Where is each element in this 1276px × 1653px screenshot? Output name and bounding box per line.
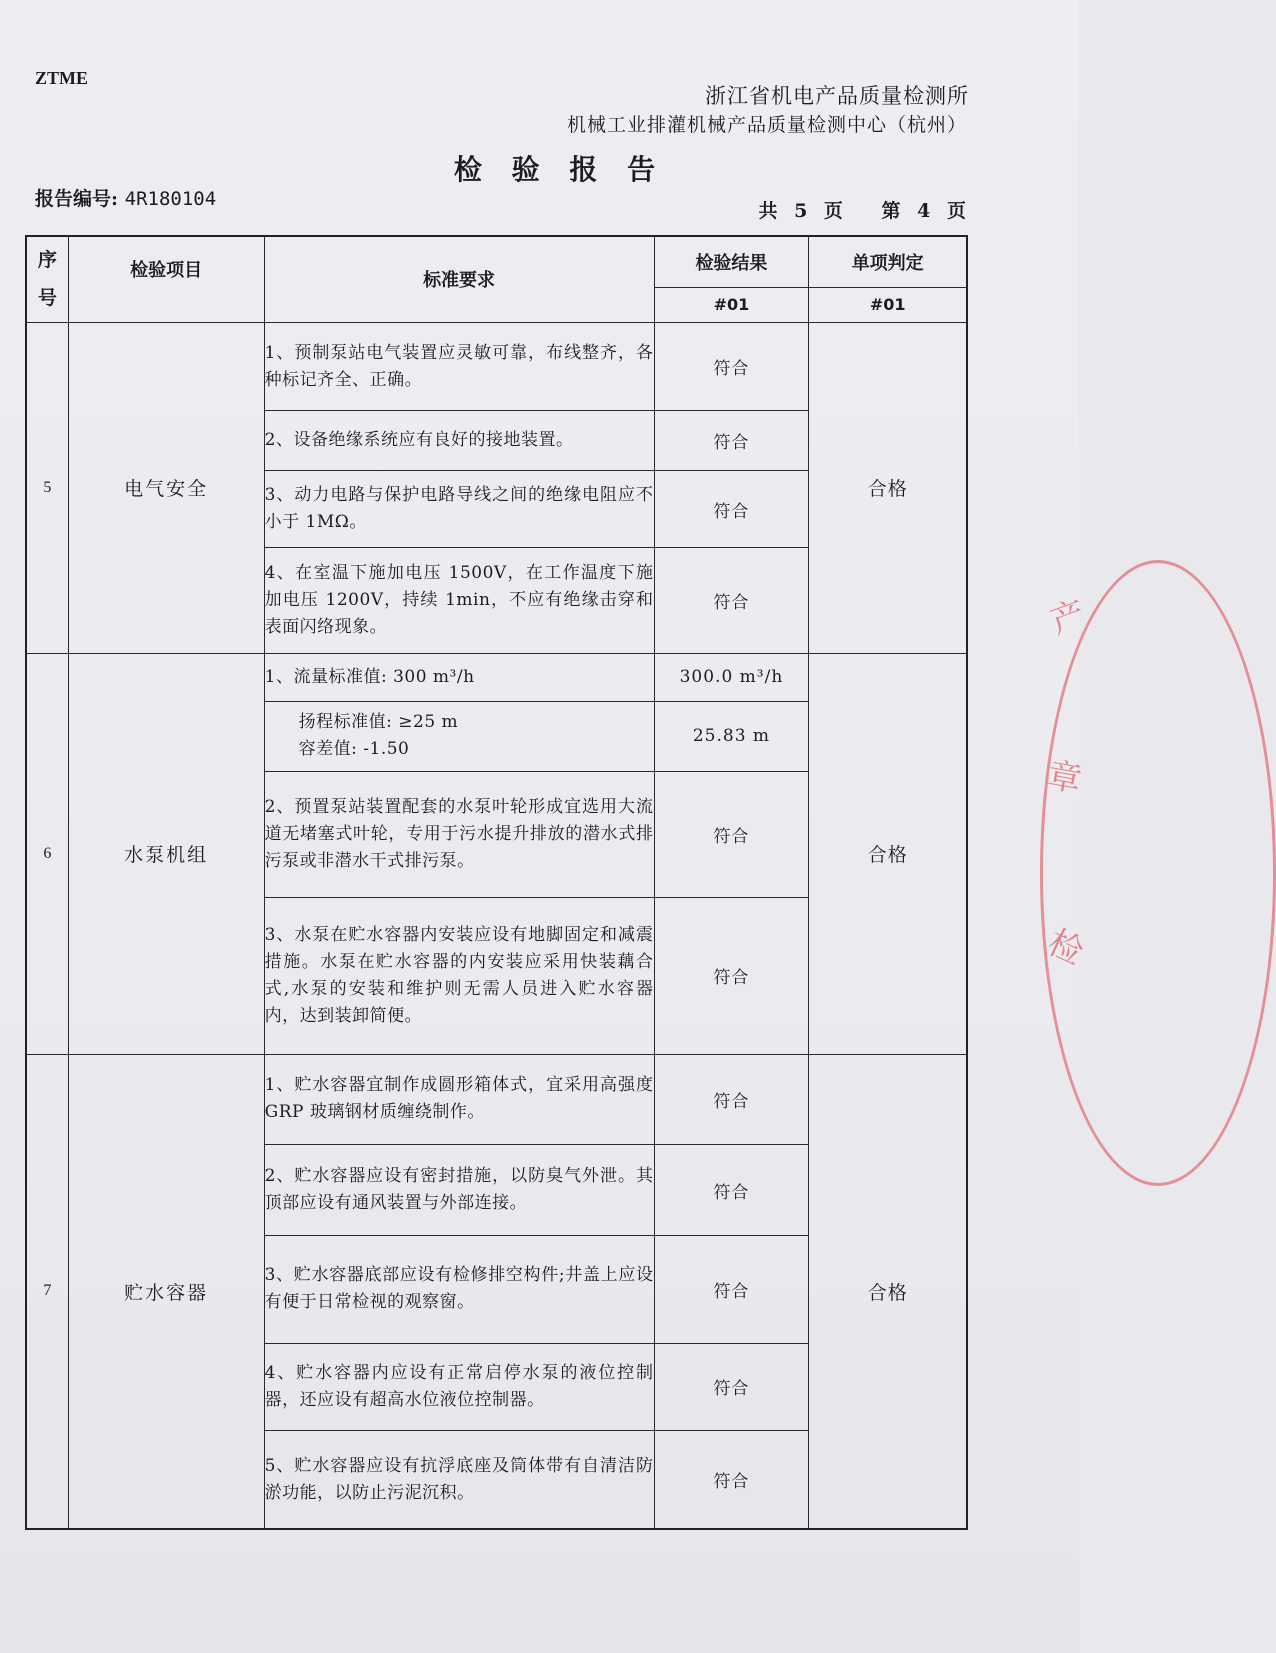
- standard-requirement: 4、贮水容器内应设有正常启停水泵的液位控制器，还应设有超高水位液位控制器。: [264, 1343, 654, 1431]
- group-seq: 6: [26, 654, 68, 1055]
- standard-requirement: 1、流量标准值: 300 m³/h: [264, 654, 654, 701]
- header-result: 检验结果: [654, 236, 809, 287]
- standard-requirement: 3、动力电路与保护电路导线之间的绝缘电阻应不小于 1MΩ。: [264, 471, 654, 547]
- group-verdict: 合格: [809, 654, 967, 1055]
- official-seal: [1040, 560, 1276, 1186]
- total-pages: 共 5 页: [758, 200, 843, 222]
- group-item: 水泵机组: [68, 654, 264, 1055]
- org-name-line2: 机械工业排灌机械产品质量检测中心（杭州）: [566, 114, 967, 136]
- standard-requirement: 2、设备绝缘系统应有良好的接地装置。: [264, 411, 654, 471]
- group-item: 贮水容器: [68, 1054, 264, 1529]
- header-seq: 序号: [26, 236, 68, 322]
- table-row: [26, 654, 967, 701]
- result-cell: 符合: [654, 411, 809, 471]
- result-cell: 符合: [654, 1236, 809, 1343]
- seal-text-fragment: 章: [1044, 755, 1085, 801]
- group-verdict: 合格: [809, 1054, 967, 1529]
- standard-requirement: 3、水泵在贮水容器内安装应设有地脚固定和减震措施。水泵在贮水容器的内安装应采用快装藕合式,水泵的安装和维护则无需人员进入贮水容器内，达到装卸简便。: [264, 897, 654, 1054]
- standard-requirement: 5、贮水容器应设有抗浮底座及筒体带有自清洁防淤功能，以防止污泥沉积。: [264, 1431, 654, 1529]
- table-row: [26, 322, 967, 411]
- result-cell: 符合: [654, 1343, 809, 1431]
- result-cell: 300.0 m³/h: [654, 654, 809, 701]
- header-standard: 标准要求: [264, 236, 654, 322]
- result-cell: 符合: [654, 1054, 809, 1145]
- header-item: 检验项目: [68, 236, 264, 322]
- header-result-sample: #01: [654, 287, 809, 322]
- page-count: [758, 196, 966, 223]
- standard-requirement: 1、贮水容器宜制作成圆形箱体式，宜采用高强度 GRP 玻璃钢材质缠绕制作。: [264, 1054, 654, 1145]
- seal-text-fragment: 检: [1041, 922, 1090, 973]
- result-cell: 符合: [654, 1145, 809, 1236]
- result-cell: 符合: [654, 771, 809, 897]
- result-cell: 符合: [654, 1431, 809, 1529]
- table-row: [26, 1054, 967, 1145]
- org-name-line1: 浙江省机电产品质量检测所: [705, 84, 969, 108]
- standard-requirement: 2、贮水容器应设有密封措施，以防臭气外泄。其顶部应设有通风装置与外部连接。: [264, 1145, 654, 1236]
- standard-requirement: [264, 701, 654, 771]
- standard-requirement: 2、预置泵站装置配套的水泵叶轮形成宜选用大流道无堵塞式叶轮，专用于污水提升排放的潜水式排污泵或非潜水干式排污泵。: [264, 771, 654, 897]
- result-cell: 符合: [654, 547, 809, 653]
- result-cell: 符合: [654, 471, 809, 547]
- head-standard-value: 扬程标准值: ≥25 m: [298, 712, 459, 733]
- header-verdict: 单项判定: [809, 236, 967, 287]
- report-number-value: 4R180104: [124, 188, 217, 210]
- header-verdict-sample: #01: [809, 287, 967, 322]
- table-header-row: [26, 236, 967, 287]
- report-number: [35, 184, 216, 211]
- report-number-label: 报告编号:: [35, 188, 119, 210]
- tolerance-value: 容差值: -1.50: [298, 739, 410, 760]
- standard-requirement: 1、预制泵站电气装置应灵敏可靠，布线整齐，各种标记齐全、正确。: [264, 322, 654, 411]
- inspection-table: [25, 235, 968, 1530]
- standard-requirement: 3、贮水容器底部应设有检修排空构件;井盖上应设有便于日常检视的观察窗。: [264, 1236, 654, 1343]
- group-verdict: 合格: [809, 322, 967, 653]
- group-seq: 7: [26, 1054, 68, 1529]
- standard-requirement: 4、在室温下施加电压 1500V，在工作温度下施加电压 1200V，持续 1min，不应有绝缘击穿和表面闪络现象。: [264, 547, 654, 653]
- group-seq: 5: [26, 322, 68, 653]
- seal-text-fragment: 产: [1045, 593, 1092, 643]
- group-item: 电气安全: [68, 322, 264, 653]
- doc-code: ZTME: [35, 68, 89, 88]
- result-cell: 符合: [654, 897, 809, 1054]
- current-page: 第 4 页: [881, 200, 966, 222]
- report-title: 检 验 报 告: [453, 153, 666, 186]
- result-cell: 25.83 m: [654, 701, 809, 771]
- result-cell: 符合: [654, 322, 809, 411]
